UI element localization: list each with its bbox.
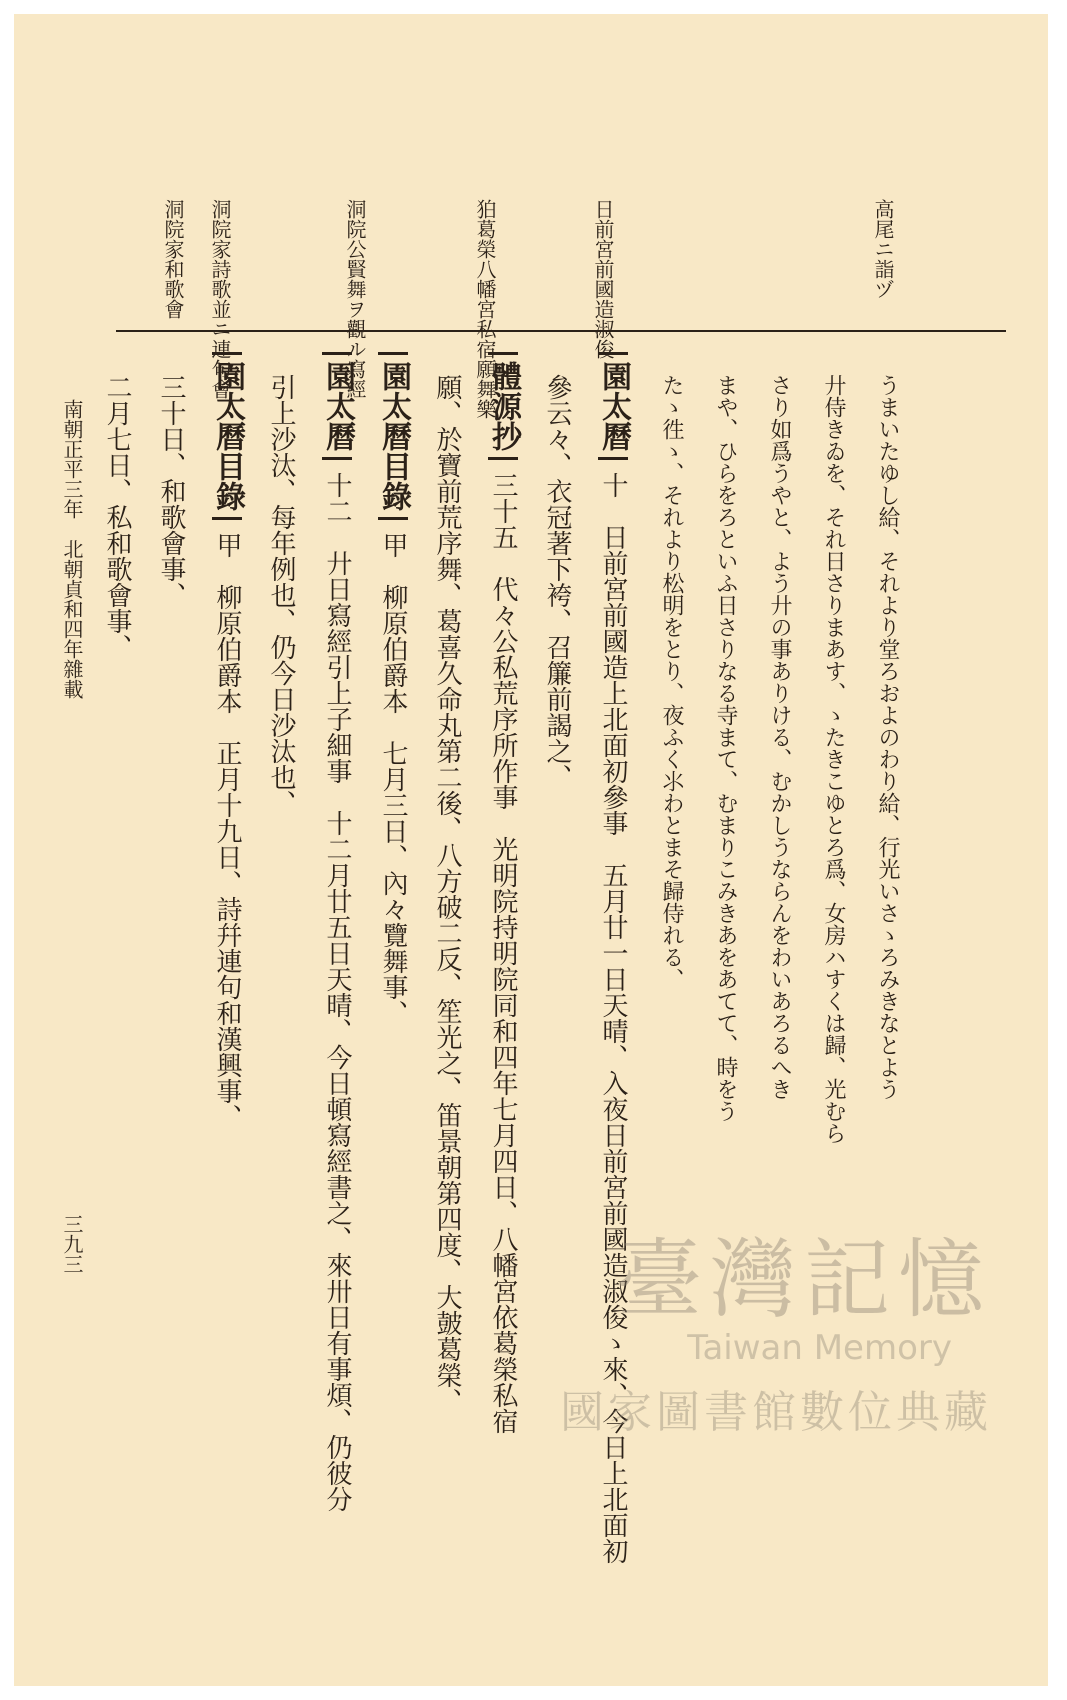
- source-bracket: 體源抄: [488, 352, 518, 460]
- headnote-2: 日前宮前國造淑俊: [591, 199, 615, 359]
- book-page: [14, 14, 1048, 1686]
- headnote-6: 洞院家和歌會: [161, 199, 185, 319]
- headnote-divider: [116, 330, 1006, 332]
- headnote-4: 洞院公賢舞ヲ觀ル寫經: [343, 199, 367, 399]
- entry-text: 十 日前宮前國造上北面初參事 五月廿一日天晴、入夜日前宮前國造淑俊ゝ來、今日上北面初: [598, 472, 628, 1564]
- text-column-4: まや、ひらをろといふ日さりなる寺まて、むまりこみきあをあてて、時をう: [713, 374, 738, 1122]
- watermark-main: 臺灣記憶: [616, 1230, 992, 1330]
- headnote-3: 狛葛榮八幡宮私宿願舞樂: [473, 199, 497, 419]
- source-bracket: 園太曆: [322, 352, 352, 460]
- text-column-7: 參云々、衣冠著下袴、召簾前謁之、: [542, 374, 572, 790]
- headnote-5: 洞院家詩歌並ニ連句會: [208, 199, 232, 399]
- entry-text: 三十五 代々公私荒序所作事 光明院持明院同和四年七月四日、八幡宮依葛榮私宿: [488, 472, 518, 1434]
- text-column-2: 廾侍きゐを、それ日さりまあす、ゝたきこゆとろ爲、女房ハすくは歸、光むら: [821, 374, 846, 1144]
- watermark-line: 國家圖書館數位典藏: [560, 1387, 992, 1438]
- text-column-9: 願、於寶前荒序舞、葛喜久命丸第二後、八方破二反、笙光之、笛景朝第四度、大皷葛榮、: [432, 374, 462, 1414]
- running-head: 南朝正平三年 北朝貞和四年雜載: [60, 399, 84, 699]
- text-column-14: 三十日、和歌會事、: [156, 374, 186, 608]
- text-column-12: 引上沙汰、每年例也、仍今日沙汰也、: [266, 374, 296, 816]
- entry-text: 甲 柳原伯爵本 七月三日、內々覽舞事、: [378, 532, 408, 1026]
- watermark-sub: Taiwan Memory: [687, 1328, 952, 1368]
- headnote-1: 高尾ニ詣ヅ: [871, 199, 895, 299]
- page-number: 三九三: [60, 1214, 84, 1274]
- text-column-8: [486, 352, 521, 1434]
- text-column-5: たゝ徃ゝ、それより松明をとり、夜ふく⺢わとまそ歸侍れる、: [659, 374, 684, 990]
- source-bracket: 園太曆目錄: [212, 352, 242, 520]
- text-column-6: [596, 352, 631, 1564]
- entry-text: 甲 柳原伯爵本 正月十九日、詩幷連句和漢興事、: [212, 532, 242, 1130]
- entry-text: 十二 廾日寫經引上子細事 十二月廿五日天晴、今日頓寫經書之、來卅日有事煩、仍彼分: [322, 472, 352, 1512]
- source-bracket: 園太曆目錄: [378, 352, 408, 520]
- text-column-10: [376, 352, 411, 1026]
- text-column-15: 二月七日、私和歌會事、: [102, 374, 132, 660]
- text-column-3: さり如爲うやと、よう廾の事ありける、むかしうならんをわいあろるへき: [767, 374, 792, 1100]
- text-column-13: [210, 352, 245, 1130]
- source-bracket: 園太曆: [598, 352, 628, 460]
- text-column-1: うまいたゆし給、それより堂ろおよのわり給、行光いさゝろみきなとよう: [875, 374, 900, 1100]
- text-column-11: [320, 352, 355, 1512]
